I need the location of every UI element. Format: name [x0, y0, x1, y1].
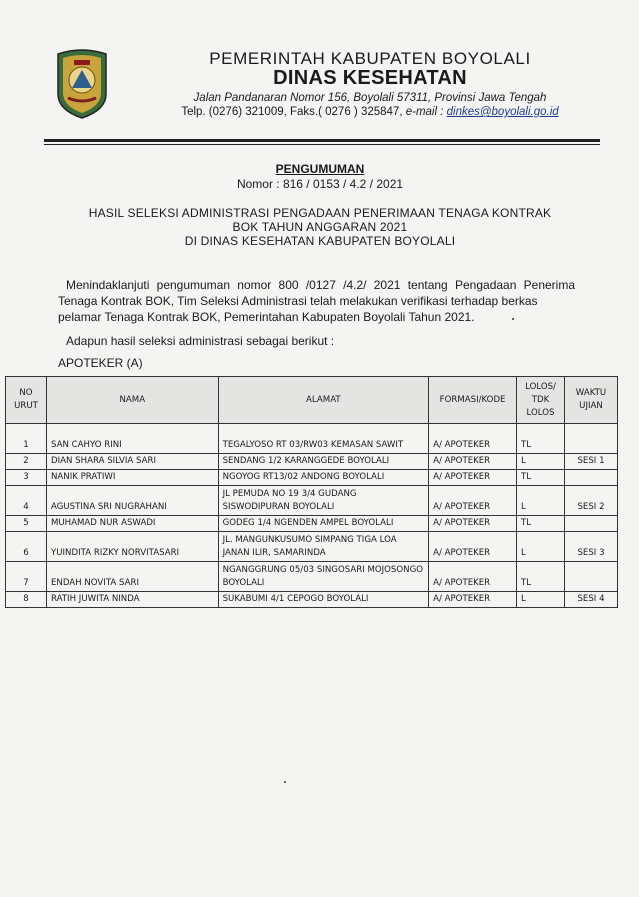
- row-no: 7: [6, 562, 47, 592]
- row-sesi: SESI 4: [565, 592, 618, 608]
- results-intro: Adapun hasil seleksi administrasi sebagai berikut :: [66, 334, 335, 348]
- row-nama: MUHAMAD NUR ASWADI: [46, 516, 218, 532]
- header-nama: NAMA: [46, 377, 218, 424]
- letterhead-divider-thin: [44, 144, 600, 145]
- row-status: L: [517, 454, 565, 470]
- intro-paragraph: [58, 277, 575, 325]
- agency-address: Jalan Pandanaran Nomor 156, Boyolali 57311, Provinsi Jawa Tengah: [193, 92, 547, 104]
- table-row: [6, 470, 618, 486]
- row-formasi: A/ APOTEKER: [429, 470, 517, 486]
- agency-contact: [160, 106, 580, 118]
- row-no: 5: [6, 516, 47, 532]
- subject-line-3: DI DINAS KESEHATAN KABUPATEN BOYOLALI: [184, 234, 456, 248]
- header-no: NO URUT: [6, 377, 47, 424]
- row-no: 8: [6, 592, 47, 608]
- row-status: TL: [517, 470, 565, 486]
- table-header-row: [6, 377, 618, 424]
- row-no: 4: [6, 486, 47, 516]
- table-row: [6, 454, 618, 470]
- header-status: LOLOS/ TDK LOLOS: [517, 377, 565, 424]
- row-nama: YUINDITA RIZKY NORVITASARI: [46, 532, 218, 562]
- table-row: [6, 532, 618, 562]
- row-formasi: A/ APOTEKER: [429, 454, 517, 470]
- row-alamat: NGOYOG RT13/02 ANDONG BOYOLALI: [218, 470, 429, 486]
- row-status: L: [517, 486, 565, 516]
- announcement-title: PENGUMUMAN: [275, 162, 365, 176]
- subject-line-2: BOK TAHUN ANGGARAN 2021: [232, 220, 408, 234]
- row-formasi: A/ APOTEKER: [429, 592, 517, 608]
- row-alamat: SENDANG 1/2 KARANGGEDE BOYOLALI: [218, 454, 429, 470]
- boyolali-regency-emblem-icon: [54, 48, 110, 120]
- row-no: 2: [6, 454, 47, 470]
- header-formasi: FORMASI/KODE: [429, 377, 517, 424]
- email-label: e-mail :: [405, 106, 444, 118]
- table-row: [6, 486, 618, 516]
- row-no: 3: [6, 470, 47, 486]
- row-sesi: SESI 1: [565, 454, 618, 470]
- scan-speck: [284, 781, 286, 783]
- row-nama: SAN CAHYO RINI: [46, 424, 218, 454]
- row-formasi: A/ APOTEKER: [429, 486, 517, 516]
- row-nama: AGUSTINA SRI NUGRAHANI: [46, 486, 218, 516]
- row-sesi: [565, 424, 618, 454]
- table-row: [6, 516, 618, 532]
- row-nama: DIAN SHARA SILVIA SARI: [46, 454, 218, 470]
- row-status: TL: [517, 562, 565, 592]
- row-alamat: GODEG 1/4 NGENDEN AMPEL BOYOLALI: [218, 516, 429, 532]
- row-sesi: [565, 562, 618, 592]
- row-nama: ENDAH NOVITA SARI: [46, 562, 218, 592]
- announcement-number: Nomor : 816 / 0153 / 4.2 / 2021: [236, 177, 404, 191]
- row-nama: NANIK PRATIWI: [46, 470, 218, 486]
- row-sesi: SESI 2: [565, 486, 618, 516]
- scan-speck: [512, 318, 514, 320]
- letterhead-divider-thick: [44, 139, 600, 142]
- agency-name: DINAS KESEHATAN: [273, 67, 467, 89]
- row-alamat: TEGALYOSO RT 03/RW03 KEMASAN SAWIT: [218, 424, 429, 454]
- row-formasi: A/ APOTEKER: [429, 516, 517, 532]
- row-no: 1: [6, 424, 47, 454]
- row-status: L: [517, 592, 565, 608]
- table-row: [6, 424, 618, 454]
- subject-line-1: HASIL SELEKSI ADMINISTRASI PENGADAAN PENERIMAAN TENAGA KONTRAK: [88, 206, 552, 220]
- row-alamat: NGANGGRUNG 05/03 SINGOSARI MOJOSONGO BOYOLALI: [218, 562, 429, 592]
- email-link[interactable]: dinkes@boyolali.go.id: [446, 106, 559, 118]
- row-status: TL: [517, 516, 565, 532]
- row-sesi: [565, 516, 618, 532]
- phone-fax: Telp. (0276) 321009, Faks.( 0276 ) 325847,: [181, 106, 403, 118]
- row-formasi: A/ APOTEKER: [429, 424, 517, 454]
- row-nama: RATIH JUWITA NINDA: [46, 592, 218, 608]
- table-row: [6, 562, 618, 592]
- row-no: 6: [6, 532, 47, 562]
- intro-paragraph-end: pelamar Tenaga Kontrak BOK, Pemerintahan Kabupaten Boyolali Tahun 2021.: [58, 310, 475, 324]
- row-sesi: [565, 470, 618, 486]
- row-formasi: A/ APOTEKER: [429, 562, 517, 592]
- government-name: PEMERINTAH KABUPATEN BOYOLALI: [209, 49, 531, 68]
- row-status: L: [517, 532, 565, 562]
- row-alamat: SUKABUMI 4/1 CEPOGO BOYOLALI: [218, 592, 429, 608]
- row-alamat: JL. MANGUNKUSUMO SIMPANG TIGA LOA JANAN ILIR, SAMARINDA: [218, 532, 429, 562]
- row-status: TL: [517, 424, 565, 454]
- header-waktu: WAKTU UJIAN: [565, 377, 618, 424]
- results-table: [5, 376, 618, 608]
- row-sesi: SESI 3: [565, 532, 618, 562]
- table-row: [6, 592, 618, 608]
- category-label: APOTEKER (A): [58, 356, 143, 370]
- intro-paragraph-text: Menindaklanjuti pengumuman nomor 800 /0127 /4.2/ 2021 tentang Pengadaan Penerima Tenaga Kontrak BOK, Tim Seleksi Administrasi telah melakukan verifikasi terhadap berkas: [58, 278, 575, 308]
- header-alamat: ALAMAT: [218, 377, 429, 424]
- row-formasi: A/ APOTEKER: [429, 532, 517, 562]
- row-alamat: JL PEMUDA NO 19 3/4 GUDANG SISWODIPURAN BOYOLALI: [218, 486, 429, 516]
